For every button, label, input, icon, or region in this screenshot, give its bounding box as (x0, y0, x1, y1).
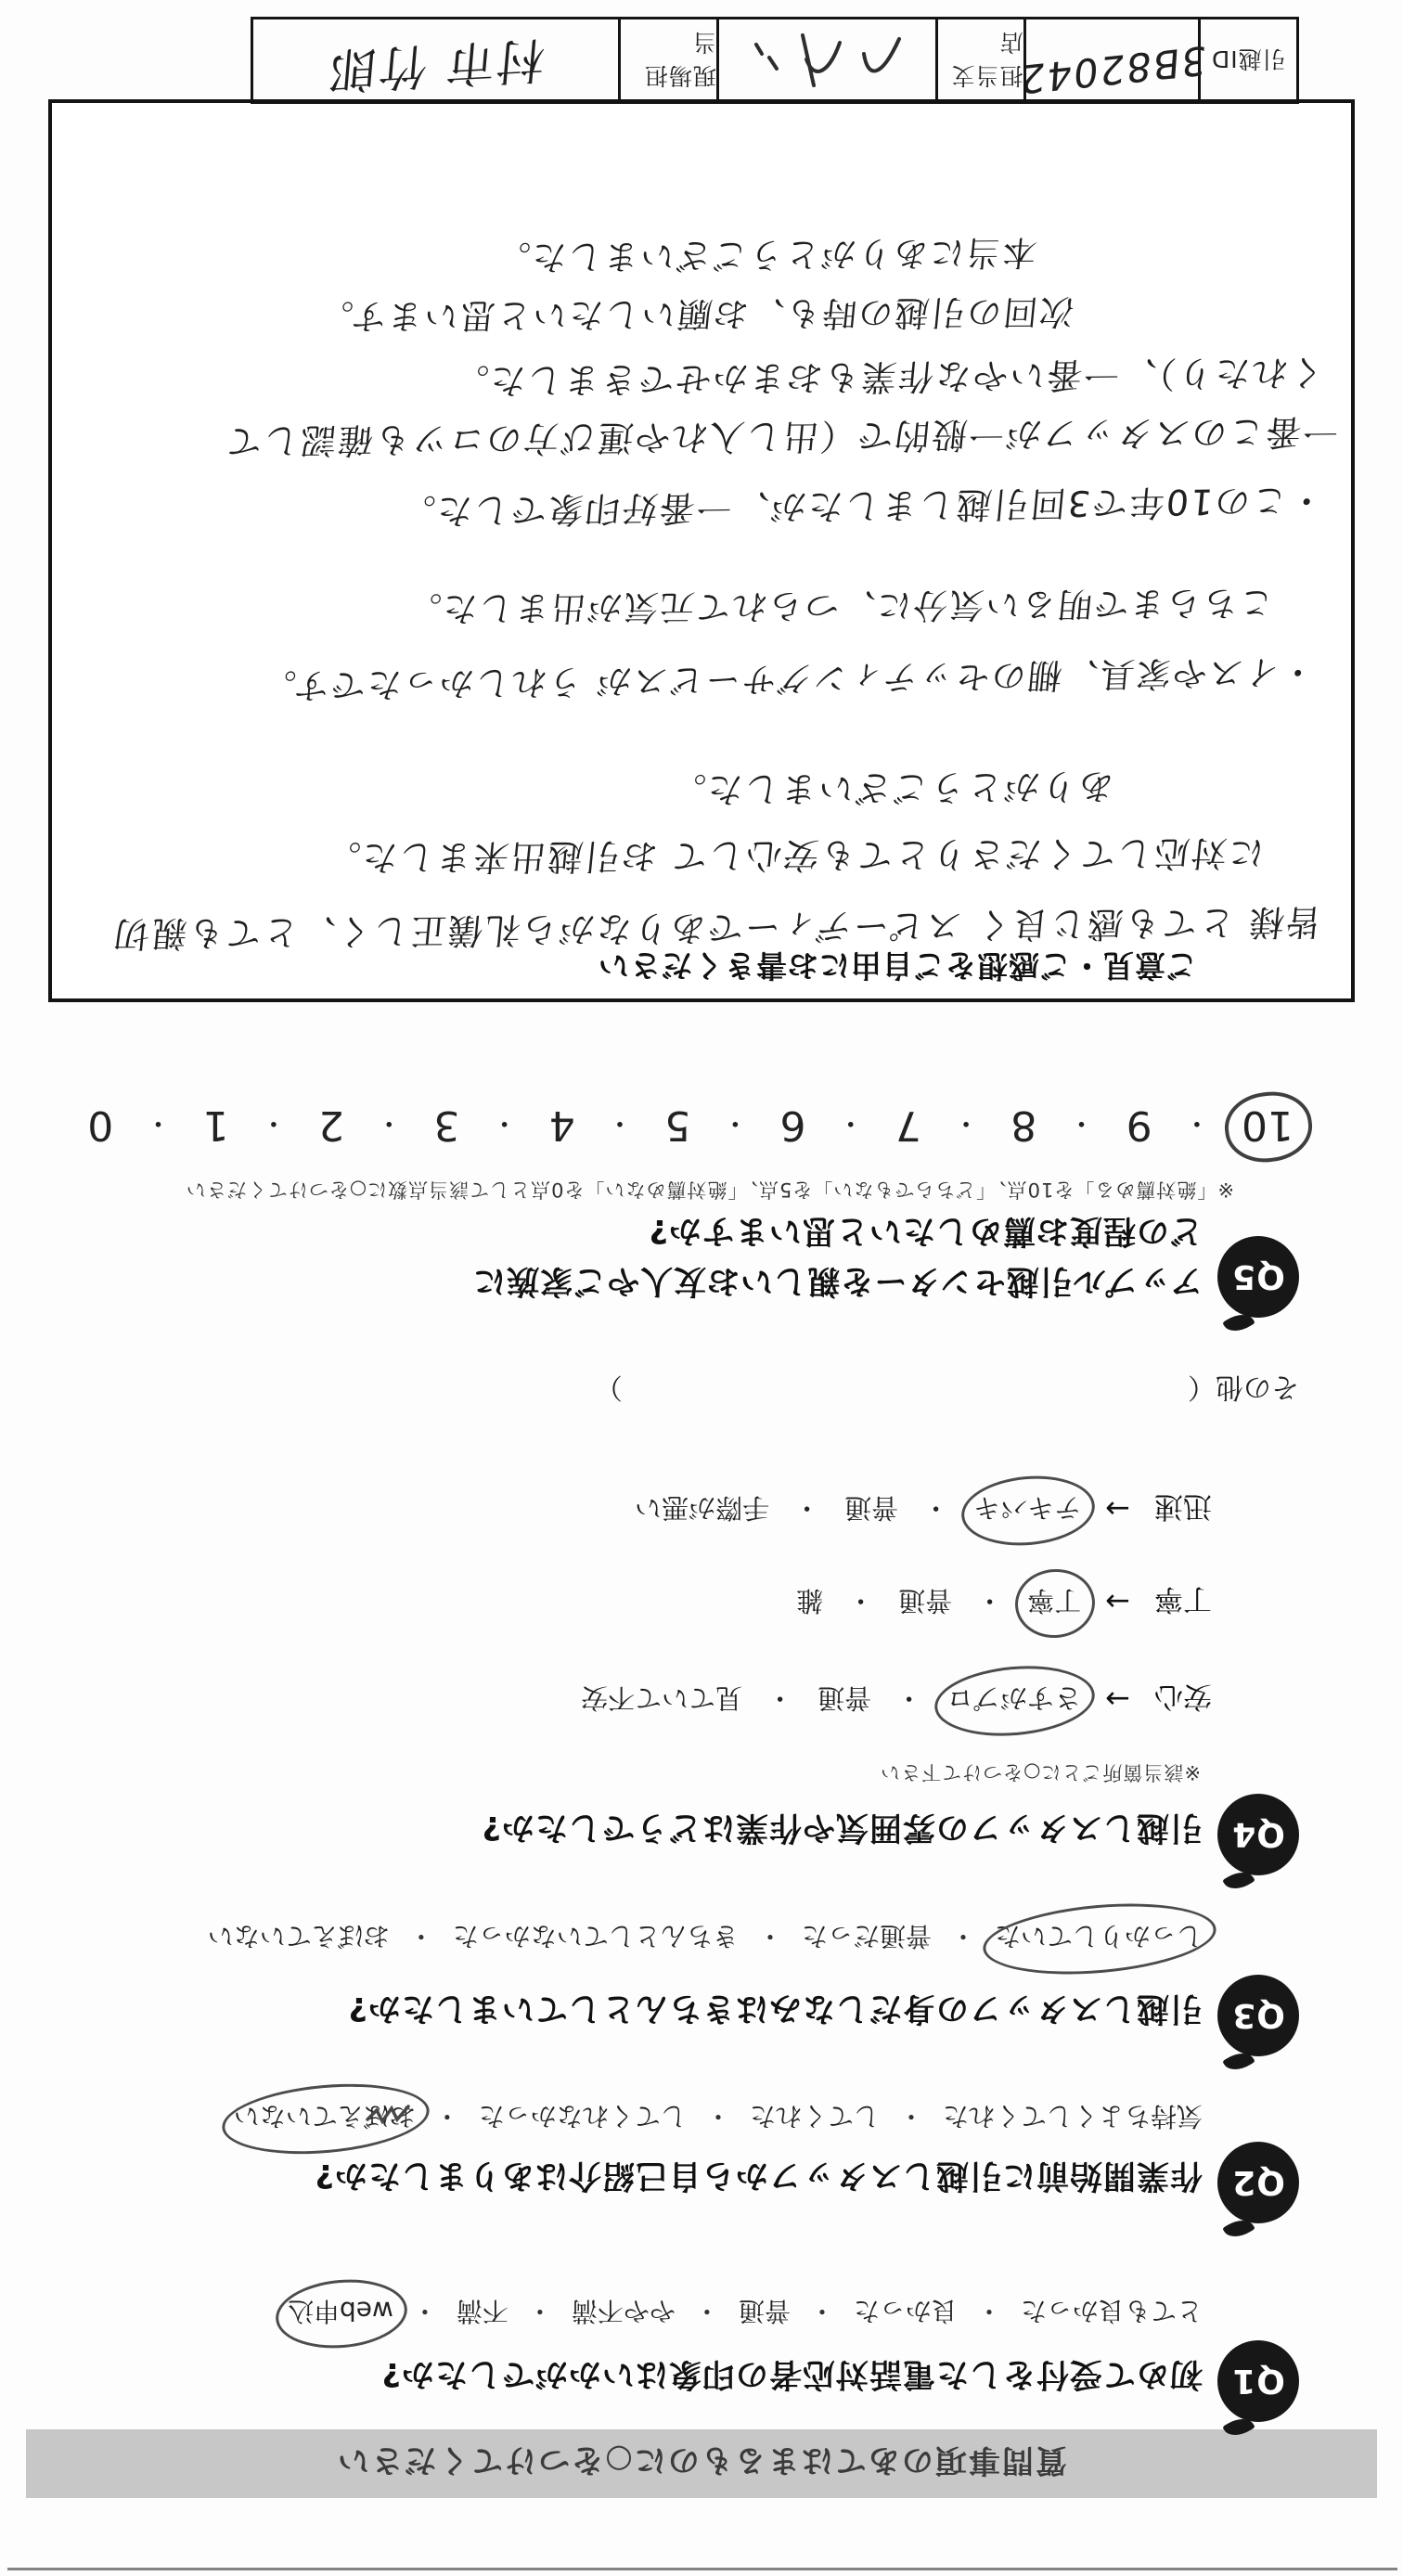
q4-option: 手際が悪い (635, 1492, 770, 1524)
q4-question: 引越しスタッフの雰囲気や作業はどうでしたか? (481, 1809, 1203, 1846)
option-separator: ・ (975, 2296, 1002, 2326)
handwritten-move-id: 3B82042 (1016, 37, 1208, 104)
q2-question: 作業開始前に引越しスタッフから自己紹介はありましたか? (314, 2157, 1203, 2194)
q4-other-open: その他（ (1188, 1371, 1299, 1403)
paper-edge-line (7, 2568, 1397, 2570)
instruction-text: 質問事項のあてはまるものに○をつけてください (336, 2441, 1067, 2479)
q3-badge-apple-icon (1217, 1975, 1299, 2056)
q5-note: ※「絶対薦める」を10点、「どちらでもない」を5点、「絶対薦めない」を0点として該当点数に○をつけてください (185, 1179, 1234, 1201)
handwritten-comment-line: こちらまで明るい気分に、つられて元気が出ました。 (403, 582, 1276, 629)
pen-scribble-mark (349, 2093, 414, 2131)
q1-option: 普通 (738, 2296, 791, 2326)
q4-row-anshin (581, 1679, 1212, 1720)
scale-separator: ・ (259, 1106, 288, 1139)
option-separator: ・ (756, 1921, 783, 1951)
option-separator: ・ (976, 1585, 1004, 1616)
scale-number: 9 (1126, 1101, 1152, 1150)
q4-option-circled: さすがプロ (946, 1681, 1081, 1719)
q4-row-label: 迅速 (1154, 1489, 1212, 1523)
q4-option: 普通 (817, 1682, 872, 1714)
scale-separator: ・ (490, 1106, 519, 1139)
q2-option: してくれなかった (478, 2101, 687, 2132)
move-id-label-cell (1201, 19, 1296, 101)
scale-separator: ・ (1182, 1106, 1211, 1139)
handwritten-comment-line: くれたり）、一番いやな作業もおまかせできました。 (449, 351, 1327, 402)
q4-other-row (595, 1370, 1299, 1410)
q4-row-label: 丁寧 (1154, 1582, 1212, 1616)
scale-separator: ・ (375, 1106, 404, 1139)
handwritten-comment-line: 皆様 とても感じ良く スピーディーでありながら礼儀正しく、とても親切 (110, 900, 1324, 955)
q4-badge-apple-icon (1217, 1794, 1299, 1875)
staff-label-cell (621, 19, 719, 101)
q1-option: とても良かった (1020, 2296, 1203, 2326)
q3-option: 普通だった (801, 1921, 932, 1951)
q3-question: 引越しスタッフの身だしなみはきちんとしていましたか? (347, 1990, 1203, 2027)
scale-separator: ・ (144, 1106, 173, 1139)
q4-option: 普通 (844, 1492, 899, 1524)
scale-number: 1 (202, 1101, 229, 1150)
move-id-label: 引越ID (1211, 45, 1286, 72)
option-separator: ・ (766, 1682, 794, 1714)
handwritten-branch-scribble (730, 24, 925, 97)
option-separator: ・ (808, 2296, 835, 2326)
q5-question-line1: アップル引越センターを親しいお友人やご家族に (472, 1262, 1203, 1299)
handwritten-comment-line: ・この10年で3回引越しましたが、一番好印象でした。 (395, 479, 1327, 533)
q1-question: 初めて受付をした電話対応者の印象はいかがでしたか? (380, 2355, 1203, 2392)
q4-badge-label: Q4 (1231, 1815, 1285, 1854)
option-separator: ・ (922, 1492, 950, 1524)
q3-option: きちんとしていなかった (452, 1921, 739, 1951)
option-separator: ・ (407, 1921, 434, 1951)
scale-10-circled: 10 (1242, 1101, 1294, 1150)
q4-option: 雑 (796, 1585, 824, 1616)
q2-badge-apple-icon (1217, 2142, 1299, 2223)
footer-id-table (251, 17, 1299, 104)
q1-options (288, 2294, 1203, 2331)
option-separator: ・ (433, 2101, 460, 2132)
scale-number: 5 (664, 1101, 691, 1150)
scale-separator: ・ (1067, 1106, 1096, 1139)
scale-separator: ・ (605, 1106, 634, 1139)
q2-badge-label: Q2 (1231, 2163, 1285, 2202)
q2-option: してくれた (749, 2101, 880, 2132)
arrow-icon: → (1105, 1491, 1130, 1527)
q1-option: 良かった (853, 2296, 958, 2326)
arrow-icon: → (1105, 1584, 1130, 1620)
q3-option-circled: しっかりしていた (995, 1919, 1203, 1956)
option-separator: ・ (897, 2101, 924, 2132)
scale-separator: ・ (952, 1106, 981, 1139)
scale-number: 7 (895, 1101, 921, 1150)
q4-row-label: 安心 (1154, 1680, 1212, 1713)
comment-box-label: ご意見・ご感想をご自由にお書きください (598, 947, 1197, 984)
q4-row-teinei (796, 1581, 1212, 1623)
branch-label: 担当支店 (950, 29, 1023, 89)
option-separator: ・ (793, 1492, 821, 1524)
scale-number: 0 (87, 1101, 114, 1150)
handwritten-comment-line: ありがとうございました。 (666, 765, 1116, 811)
staff-name-cell (253, 19, 621, 101)
q3-option: おぼえていない (207, 1921, 390, 1951)
q4-option: 普通 (898, 1585, 953, 1616)
q5-badge-apple-icon (1217, 1236, 1299, 1318)
q4-option-circled: テキパキ (973, 1490, 1081, 1528)
handwritten-comment-line: 次回の引越の時も、お願いしたいと思います。 (315, 290, 1076, 337)
option-separator: ・ (526, 2296, 553, 2326)
q4-note: ※該当箇所ごとに○をつけて下さい (880, 1761, 1201, 1784)
scale-separator: ・ (721, 1106, 750, 1139)
branch-value-cell (719, 19, 938, 101)
scale-number: 3 (433, 1101, 460, 1150)
option-separator: ・ (949, 1921, 976, 1951)
scale-number: 8 (1010, 1101, 1037, 1150)
q4-row-jinsoku (635, 1488, 1212, 1530)
staff-label: 現場担当 (643, 29, 716, 89)
handwritten-comment-line: に対応してくださりとても安心して お引越出来ました。 (321, 831, 1267, 879)
q1-badge-label: Q1 (1231, 2362, 1285, 2401)
q2-option: 気持ちよくしてくれた (942, 2101, 1203, 2132)
option-separator: ・ (411, 2296, 438, 2326)
q4-option-circled: 丁寧 (1027, 1583, 1081, 1621)
q1-option-circled: web申込 (288, 2294, 393, 2331)
q5-rating-scale (87, 1086, 1294, 1166)
scale-number: 4 (548, 1101, 575, 1150)
q4-option: 見ていて不安 (581, 1682, 743, 1714)
q5-badge-label: Q5 (1231, 1257, 1285, 1296)
option-separator: ・ (895, 1682, 923, 1714)
handwritten-comment-line: ・イスや家具、棚のセッティングサービスが うれしかったです。 (257, 650, 1318, 706)
q1-option: 不満 (456, 2296, 508, 2326)
q1-option: やや不満 (571, 2296, 676, 2326)
option-separator: ・ (693, 2296, 720, 2326)
handwritten-comment-line: 本当にありがとうございました。 (492, 231, 1039, 278)
option-separator: ・ (704, 2101, 731, 2132)
instruction-bar (26, 2429, 1377, 2498)
scale-separator: ・ (836, 1106, 865, 1139)
q2-option-circled (234, 2099, 416, 2136)
option-separator: ・ (847, 1585, 875, 1616)
scale-number: 2 (318, 1101, 344, 1150)
q3-options (208, 1919, 1203, 1956)
arrow-icon: → (1105, 1681, 1130, 1718)
q1-badge-apple-icon (1217, 2340, 1299, 2422)
handwritten-staff-name: 村市 竹郎 (324, 31, 547, 98)
q2-options (234, 2099, 1203, 2136)
handwritten-comment-line: 一番このスタッフが一般的で（出し入れや運び方のコツも確認して (223, 410, 1341, 462)
move-id-value-cell (1016, 19, 1208, 104)
q4-other-close: ） (594, 1371, 623, 1403)
branch-label-cell (938, 19, 1026, 101)
q2-option-circled-text: おぼえていない (233, 2101, 416, 2132)
q5-question-line2: どの程度お薦めしたいと思いますか? (648, 1212, 1203, 1249)
scale-number: 6 (779, 1101, 806, 1150)
q3-badge-label: Q3 (1231, 1996, 1285, 2035)
